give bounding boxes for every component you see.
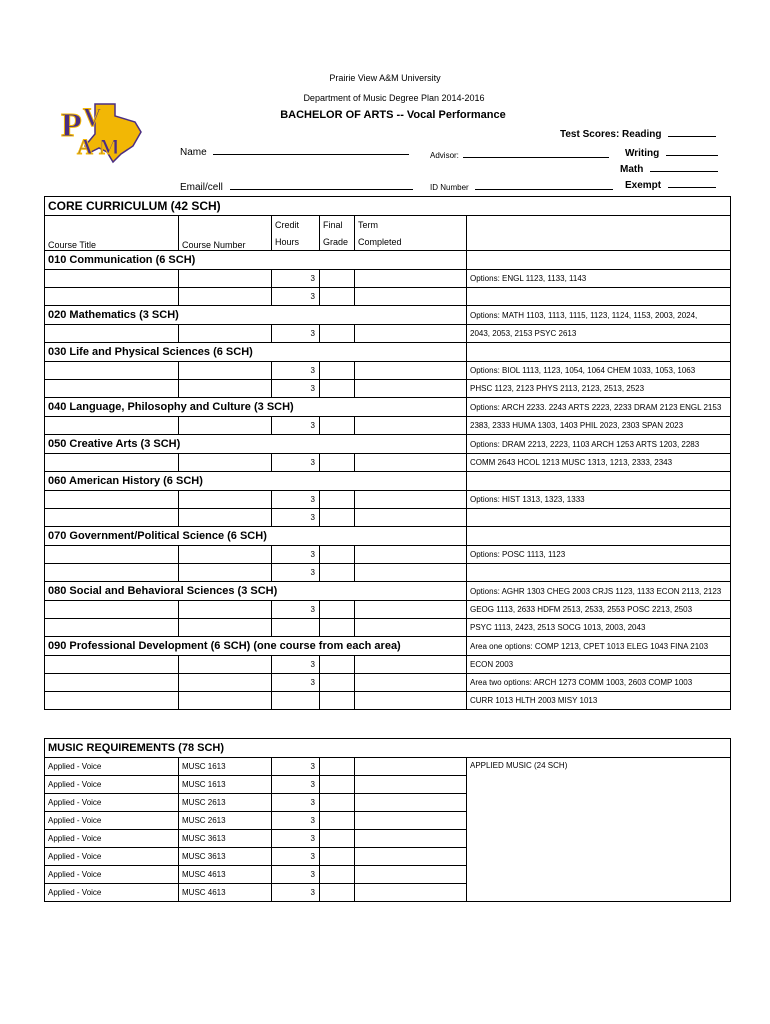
music-title: MUSIC REQUIREMENTS (78 SCH) (45, 739, 731, 758)
music-course-number: MUSC 4613 (179, 884, 272, 902)
music-course-number: MUSC 3613 (179, 848, 272, 866)
course-number-cell[interactable] (179, 288, 272, 306)
id-number-field[interactable] (430, 180, 613, 192)
core-section-row (45, 398, 731, 417)
music-course-title: Applied - Voice (45, 758, 179, 776)
course-number-cell[interactable] (179, 380, 272, 398)
degree-title: BACHELOR OF ARTS -- Vocal Performance (280, 109, 506, 121)
music-term-completed[interactable] (355, 758, 467, 776)
course-option-text (467, 288, 731, 306)
music-course-title: Applied - Voice (45, 812, 179, 830)
course-option-text: COMM 2643 HCOL 1213 MUSC 1313, 1213, 2333, 2343 (467, 454, 731, 472)
col-options-blank (467, 216, 731, 251)
term-completed-cell[interactable] (355, 454, 467, 472)
music-term-completed[interactable] (355, 830, 467, 848)
course-title-cell[interactable] (45, 288, 179, 306)
final-grade-cell[interactable] (320, 417, 355, 435)
writing-score-field[interactable] (625, 146, 718, 159)
course-number-cell[interactable] (179, 674, 272, 692)
term-completed-cell[interactable] (355, 656, 467, 674)
music-course-number: MUSC 4613 (179, 866, 272, 884)
email-field[interactable] (180, 180, 413, 193)
col-final-line1: Final (320, 216, 355, 234)
music-credit-hours: 3 (272, 758, 320, 776)
core-section-row (45, 582, 731, 601)
final-grade-cell[interactable] (320, 491, 355, 509)
core-section-option (467, 251, 731, 270)
core-title: CORE CURRICULUM (42 SCH) (45, 197, 731, 216)
col-credit-line1: Credit (272, 216, 320, 234)
music-course-number: MUSC 2613 (179, 812, 272, 830)
final-grade-cell[interactable] (320, 564, 355, 582)
music-course-title: Applied - Voice (45, 848, 179, 866)
course-title-cell[interactable] (45, 619, 179, 637)
music-credit-hours: 3 (272, 866, 320, 884)
music-credit-hours: 3 (272, 776, 320, 794)
core-section-row (45, 343, 731, 362)
credit-hours-cell: 3 (272, 509, 320, 527)
course-option-text: Area two options: ARCH 1273 COMM 1003, 2603 COMP 1003 (467, 674, 731, 692)
course-option-text: GEOG 1113, 2633 HDFM 2513, 2533, 2553 POSC 2213, 2503 (467, 601, 731, 619)
core-section-title: 090 Professional Development (6 SCH) (one course from each area) (45, 637, 467, 656)
course-number-cell[interactable] (179, 564, 272, 582)
term-completed-cell[interactable] (355, 491, 467, 509)
course-option-text: Options: HIST 1313, 1323, 1333 (467, 491, 731, 509)
course-title-cell[interactable] (45, 674, 179, 692)
table-row (45, 417, 731, 435)
music-course-title: Applied - Voice (45, 794, 179, 812)
course-title-cell[interactable] (45, 380, 179, 398)
music-final-grade[interactable] (320, 758, 355, 776)
credit-hours-cell: 3 (272, 564, 320, 582)
credit-hours-cell (272, 619, 320, 637)
credit-hours-cell: 3 (272, 601, 320, 619)
core-section-option (467, 343, 731, 362)
music-course-number: MUSC 3613 (179, 830, 272, 848)
core-section-title: 040 Language, Philosophy and Culture (3 SCH) (45, 398, 467, 417)
exempt-field[interactable] (625, 178, 716, 191)
math-label: Math (620, 164, 644, 175)
course-title-cell[interactable] (45, 564, 179, 582)
table-row (45, 288, 731, 306)
final-grade-cell[interactable] (320, 546, 355, 564)
reading-label: Test Scores: Reading (560, 129, 662, 140)
core-section-row (45, 527, 731, 546)
core-title-row (45, 197, 731, 216)
table-row (45, 692, 731, 710)
svg-text:A: A (77, 134, 93, 159)
term-completed-cell[interactable] (355, 325, 467, 343)
col-term-line1: Term (355, 216, 467, 234)
music-course-title: Applied - Voice (45, 830, 179, 848)
course-option-text: Options: POSC 1113, 1123 (467, 546, 731, 564)
reading-score-field[interactable] (560, 127, 716, 140)
course-option-text: CURR 1013 HLTH 2003 MISY 1013 (467, 692, 731, 710)
final-grade-cell[interactable] (320, 619, 355, 637)
music-credit-hours: 3 (272, 848, 320, 866)
course-number-cell[interactable] (179, 491, 272, 509)
music-credit-hours: 3 (272, 884, 320, 902)
credit-hours-cell: 3 (272, 546, 320, 564)
department-title: Department of Music Degree Plan 2014-2016 (303, 93, 485, 103)
applied-music-label: APPLIED MUSIC (24 SCH) (467, 758, 731, 902)
final-grade-cell[interactable] (320, 270, 355, 288)
course-number-cell[interactable] (179, 454, 272, 472)
music-final-grade[interactable] (320, 776, 355, 794)
table-row (45, 362, 731, 380)
final-grade-cell[interactable] (320, 380, 355, 398)
logo-letters-p: P (61, 107, 82, 144)
course-number-cell[interactable] (179, 692, 272, 710)
final-grade-cell[interactable] (320, 288, 355, 306)
core-section-option: Area one options: COMP 1213, CPET 1013 ELEG 1043 FINA 2103 (467, 637, 731, 656)
term-completed-cell[interactable] (355, 270, 467, 288)
music-course-number: MUSC 1613 (179, 776, 272, 794)
credit-hours-cell: 3 (272, 454, 320, 472)
course-number-cell[interactable] (179, 362, 272, 380)
course-option-text: Options: ENGL 1123, 1133, 1143 (467, 270, 731, 288)
course-number-cell[interactable] (179, 546, 272, 564)
music-term-completed[interactable] (355, 812, 467, 830)
term-completed-cell[interactable] (355, 601, 467, 619)
table-row (45, 546, 731, 564)
music-credit-hours: 3 (272, 812, 320, 830)
math-score-field[interactable] (620, 162, 718, 175)
pvam-logo-icon (55, 96, 147, 164)
music-term-completed[interactable] (355, 776, 467, 794)
music-title-row (45, 739, 731, 758)
credit-hours-cell: 3 (272, 656, 320, 674)
credit-hours-cell: 3 (272, 380, 320, 398)
music-course-number: MUSC 1613 (179, 758, 272, 776)
core-section-title: 060 American History (6 SCH) (45, 472, 467, 491)
core-section-row (45, 435, 731, 454)
core-section-option: Options: AGHR 1303 CHEG 2003 CRJS 1123, 1133 ECON 2113, 2123 (467, 582, 731, 601)
core-section-title: 080 Social and Behavioral Sciences (3 SCH) (45, 582, 467, 601)
final-grade-cell[interactable] (320, 509, 355, 527)
music-final-grade[interactable] (320, 848, 355, 866)
table-row (45, 491, 731, 509)
term-completed-cell[interactable] (355, 692, 467, 710)
term-completed-cell[interactable] (355, 546, 467, 564)
advisor-field[interactable] (430, 148, 609, 160)
course-number-cell[interactable] (179, 509, 272, 527)
final-grade-cell[interactable] (320, 674, 355, 692)
credit-hours-cell: 3 (272, 362, 320, 380)
core-section-row (45, 251, 731, 270)
core-section-row (45, 306, 731, 325)
name-field[interactable] (180, 145, 409, 158)
final-grade-cell[interactable] (320, 454, 355, 472)
table-row (45, 619, 731, 637)
music-final-grade[interactable] (320, 830, 355, 848)
course-option-text: PSYC 1113, 2423, 2513 SOCG 1013, 2003, 2043 (467, 619, 731, 637)
final-grade-cell[interactable] (320, 692, 355, 710)
table-row (45, 674, 731, 692)
exempt-label: Exempt (625, 180, 662, 191)
course-title-cell[interactable] (45, 270, 179, 288)
course-number-cell[interactable] (179, 601, 272, 619)
core-section-option: Options: MATH 1103, 1113, 1115, 1123, 1124, 1153, 2003, 2024, (467, 306, 731, 325)
music-requirements-table (44, 738, 731, 902)
course-option-text: 2043, 2053, 2153 PSYC 2613 (467, 325, 731, 343)
term-completed-cell[interactable] (355, 288, 467, 306)
core-section-row (45, 472, 731, 491)
course-number-cell[interactable] (179, 270, 272, 288)
music-term-completed[interactable] (355, 866, 467, 884)
course-number-cell[interactable] (179, 417, 272, 435)
col-course-number: Course Number (179, 216, 272, 251)
term-completed-cell[interactable] (355, 619, 467, 637)
course-number-cell[interactable] (179, 619, 272, 637)
table-row (45, 325, 731, 343)
core-section-row (45, 637, 731, 656)
music-final-grade[interactable] (320, 812, 355, 830)
music-final-grade[interactable] (320, 866, 355, 884)
col-term-line2: Completed (355, 233, 467, 251)
music-term-completed[interactable] (355, 794, 467, 812)
core-section-title: 030 Life and Physical Sciences (6 SCH) (45, 343, 467, 362)
credit-hours-cell: 3 (272, 417, 320, 435)
credit-hours-cell: 3 (272, 491, 320, 509)
table-row (45, 509, 731, 527)
course-number-cell[interactable] (179, 325, 272, 343)
course-title-cell[interactable] (45, 362, 179, 380)
course-option-text: Options: BIOL 1113, 1123, 1054, 1064 CHEM 1033, 1053, 1063 (467, 362, 731, 380)
term-completed-cell[interactable] (355, 564, 467, 582)
core-section-title: 050 Creative Arts (3 SCH) (45, 435, 467, 454)
credit-hours-cell (272, 692, 320, 710)
course-title-cell[interactable] (45, 417, 179, 435)
music-course-number: MUSC 2613 (179, 794, 272, 812)
term-completed-cell[interactable] (355, 362, 467, 380)
term-completed-cell[interactable] (355, 417, 467, 435)
writing-label: Writing (625, 148, 660, 159)
music-final-grade[interactable] (320, 794, 355, 812)
credit-hours-cell: 3 (272, 674, 320, 692)
course-option-text: 2383, 2333 HUMA 1303, 1403 PHIL 2023, 2303 SPAN 2023 (467, 417, 731, 435)
core-section-title: 020 Mathematics (3 SCH) (45, 306, 467, 325)
course-title-cell[interactable] (45, 454, 179, 472)
table-row (45, 454, 731, 472)
id-number-label: ID Number (430, 183, 469, 192)
course-title-cell[interactable] (45, 601, 179, 619)
svg-text:M: M (99, 134, 120, 159)
credit-hours-cell: 3 (272, 325, 320, 343)
term-completed-cell[interactable] (355, 509, 467, 527)
credit-hours-cell: 3 (272, 270, 320, 288)
music-course-title: Applied - Voice (45, 884, 179, 902)
core-section-option: Options: DRAM 2213, 2223, 1103 ARCH 1253 ARTS 1203, 2283 (467, 435, 731, 454)
table-row (45, 656, 731, 674)
table-row (45, 564, 731, 582)
course-option-text (467, 564, 731, 582)
email-label: Email/cell (180, 182, 223, 193)
svg-text:V: V (83, 103, 102, 132)
final-grade-cell[interactable] (320, 362, 355, 380)
course-title-cell[interactable] (45, 656, 179, 674)
col-course-title: Course Title (45, 216, 179, 251)
col-credit-line2: Hours (272, 233, 320, 251)
course-number-cell[interactable] (179, 656, 272, 674)
university-logo (55, 96, 147, 164)
course-title-cell[interactable] (45, 491, 179, 509)
music-term-completed[interactable] (355, 848, 467, 866)
final-grade-cell[interactable] (320, 656, 355, 674)
core-section-option: Options: ARCH 2233. 2243 ARTS 2223, 2233 DRAM 2123 ENGL 2153 (467, 398, 731, 417)
music-course-title: Applied - Voice (45, 866, 179, 884)
core-section-title: 070 Government/Political Science (6 SCH) (45, 527, 467, 546)
table-row (45, 758, 731, 776)
table-row (45, 601, 731, 619)
core-header-row (45, 216, 731, 234)
university-name: Prairie View A&M University (329, 73, 441, 83)
core-section-option (467, 472, 731, 491)
table-row (45, 380, 731, 398)
term-completed-cell[interactable] (355, 674, 467, 692)
music-credit-hours: 3 (272, 794, 320, 812)
core-curriculum-table (44, 196, 731, 710)
table-row (45, 270, 731, 288)
music-credit-hours: 3 (272, 830, 320, 848)
advisor-label: Advisor: (430, 151, 459, 160)
core-section-option (467, 527, 731, 546)
core-section-title: 010 Communication (6 SCH) (45, 251, 467, 270)
course-title-cell[interactable] (45, 546, 179, 564)
final-grade-cell[interactable] (320, 601, 355, 619)
credit-hours-cell: 3 (272, 288, 320, 306)
music-term-completed[interactable] (355, 884, 467, 902)
music-final-grade[interactable] (320, 884, 355, 902)
course-option-text: ECON 2003 (467, 656, 731, 674)
course-title-cell[interactable] (45, 509, 179, 527)
course-option-text: PHSC 1123, 2123 PHYS 2113, 2123, 2513, 2523 (467, 380, 731, 398)
course-title-cell[interactable] (45, 692, 179, 710)
col-final-line2: Grade (320, 233, 355, 251)
course-option-text (467, 509, 731, 527)
final-grade-cell[interactable] (320, 325, 355, 343)
term-completed-cell[interactable] (355, 380, 467, 398)
music-course-title: Applied - Voice (45, 776, 179, 794)
course-title-cell[interactable] (45, 325, 179, 343)
name-label: Name (180, 147, 207, 158)
